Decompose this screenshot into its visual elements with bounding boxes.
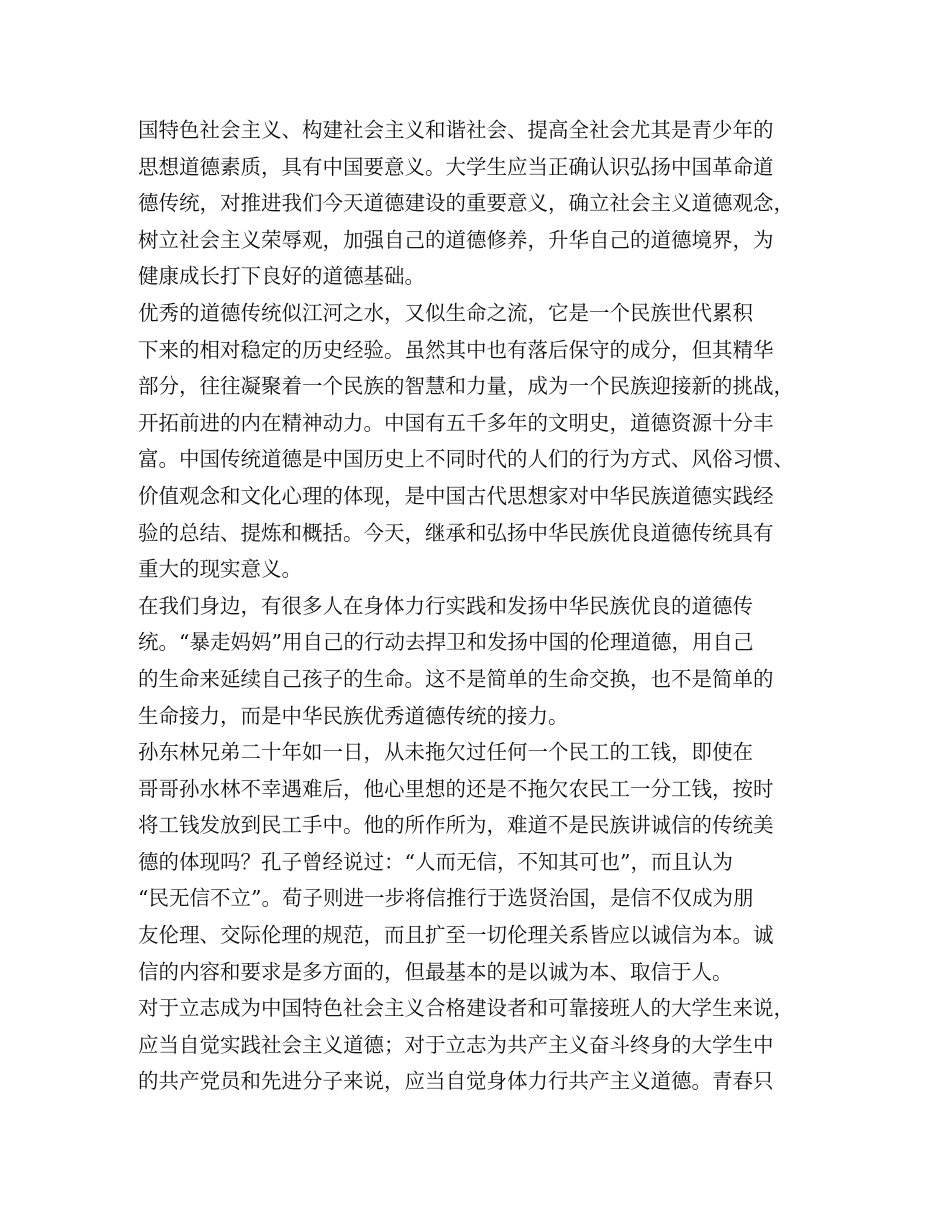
text-line: 应当自觉实践社会主义道德；对于立志为共产主义奋斗终身的大学生中 (138, 1032, 774, 1057)
text-line: 孙东林兄弟二十年如一日，从未拖欠过任何一个民工的工钱，即使在 (138, 740, 753, 765)
text-line: 友伦理、交际伦理的规范，而且扩至一切伦理关系皆应以诚信为本。诚 (138, 923, 774, 948)
text-line: 统。“暴走妈妈”用自己的行动去捍卫和发扬中国的伦理道德，用自己 (138, 630, 754, 655)
text-line: 德的体现吗？孔子曾经说过：“人而无信，不知其可也”，而且认为 (138, 849, 733, 874)
text-line: 的共产党员和先进分子来说，应当自觉身体力行共产主义道德。青春只 (138, 1069, 774, 1094)
text-line: 对于立志成为中国特色社会主义合格建设者和可靠接班人的大学生来说， (138, 996, 794, 1021)
text-line: 部分，往往凝聚着一个民族的智慧和力量，成为一个民族迎接新的挑战， (138, 374, 794, 399)
text-line: 德传统，对推进我们今天道德建设的重要意义，确立社会主义道德观念， (138, 191, 794, 216)
text-line: 将工钱发放到民工手中。他的所作所为，难道不是民族讲诚信的传统美 (138, 813, 774, 838)
text-line: 国特色社会主义、构建社会主义和谐社会、提高全社会尤其是青少年的 (138, 118, 774, 142)
text-line: 富。中国传统道德是中国历史上不同时代的人们的行为方式、风俗习惯、 (138, 447, 794, 472)
text-line: “民无信不立”。荀子则进一步将信推行于选贤治国，是信不仅成为朋 (138, 886, 754, 911)
text-line: 哥哥孙水林不幸遇难后，他心里想的还是不拖欠农民工一分工钱，按时 (138, 776, 774, 801)
text-line: 优秀的道德传统似江河之水，又似生命之流，它是一个民族世代累积 (138, 300, 753, 325)
text-line: 树立社会主义荣辱观，加强自己的道德修养，升华自己的道德境界，为 (138, 227, 774, 252)
text-line: 重大的现实意义。 (138, 557, 302, 582)
text-line: 健康成长打下良好的道德基础。 (138, 264, 425, 289)
text-line: 思想道德素质，具有中国要意义。大学生应当正确认识弘扬中国革命道 (138, 154, 774, 179)
text-line: 在我们身边，有很多人在身体力行实践和发扬中华民族优良的道德传 (138, 593, 753, 618)
text-line: 生命接力，而是中华民族优秀道德传统的接力。 (138, 703, 569, 728)
text-line: 价值观念和文化心理的体现，是中国古代思想家对中华民族道德实践经 (138, 483, 774, 508)
text-line: 开拓前进的内在精神动力。中国有五千多年的文明史，道德资源十分丰 (138, 410, 774, 435)
text-line: 的生命来延续自己孩子的生命。这不是简单的生命交换，也不是简单的 (138, 666, 774, 691)
text-line: 下来的相对稳定的历史经验。虽然其中也有落后保守的成分，但其精华 (138, 337, 774, 362)
text-line: 信的内容和要求是多方面的，但最基本的是以诚为本、取信于人。 (138, 959, 733, 984)
text-line: 验的总结、提炼和概括。今天，继承和弘扬中华民族优良道德传统具有 (138, 520, 774, 545)
body-text (138, 112, 838, 1100)
